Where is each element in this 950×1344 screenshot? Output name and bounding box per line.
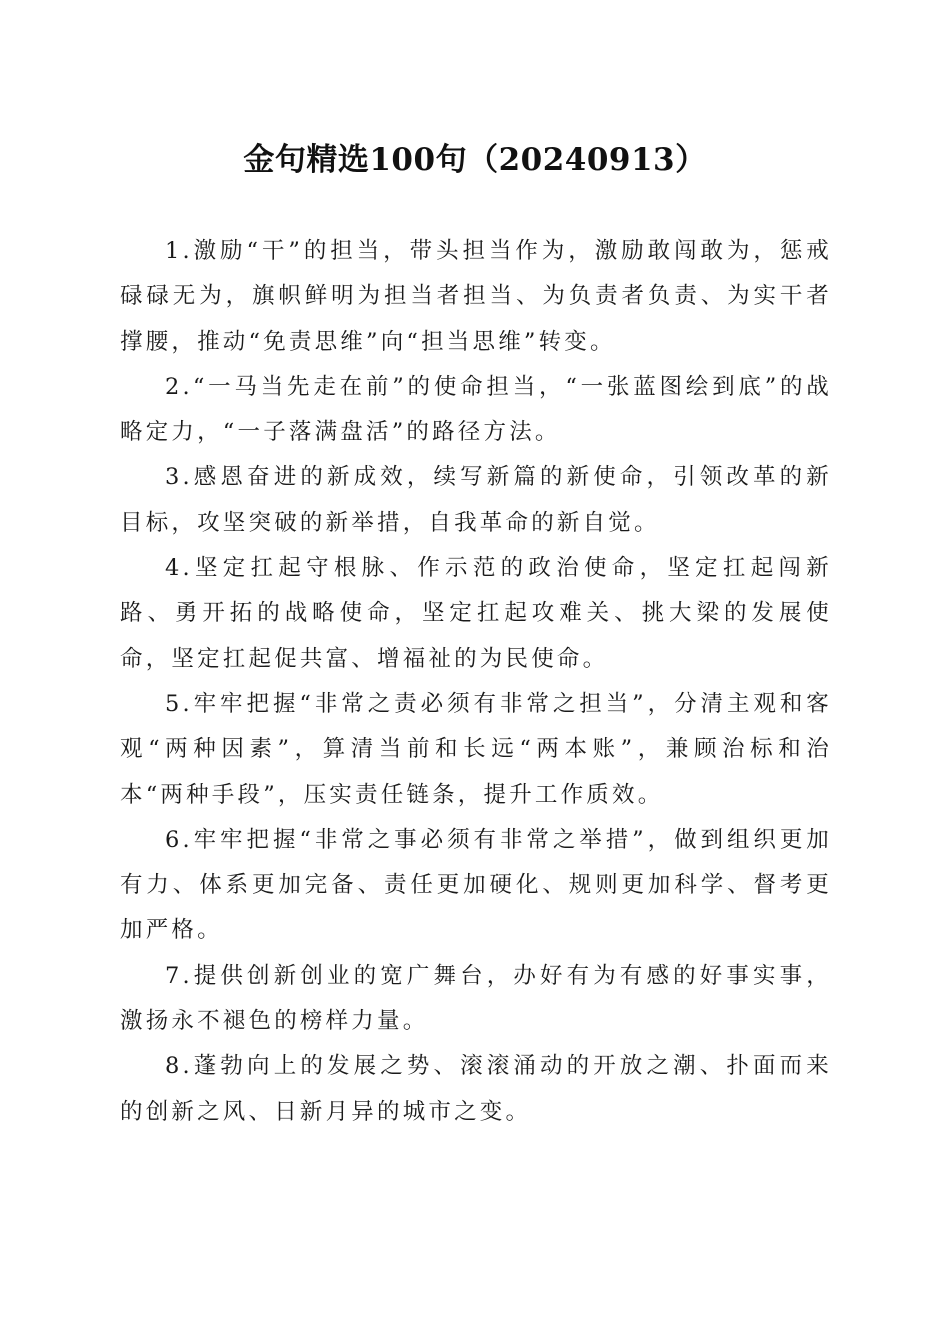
paragraph-5: 5.牢牢把握“非常之责必须有非常之担当”，分清主观和客观“两种因素”，算清当前和长远“两本账”，兼顾治标和治本“两种手段”，压实责任链条，提升工作质效。: [120, 690, 832, 808]
paragraph-6: 6.牢牢把握“非常之事必须有非常之举措”，做到组织更加有力、体系更加完备、责任更加硬化、规则更加科学、督考更加严格。: [120, 826, 832, 944]
paragraph-1: 1.激励“干”的担当，带头担当作为，激励敢闯敢为，惩戒碌碌无为，旗帜鲜明为担当者担当、为负责者负责、为实干者撑腰，推动“免责思维”向“担当思维”转变。: [120, 238, 832, 355]
paragraph-8: 8.蓬勃向上的发展之势、滚滚涌动的开放之潮、扑面而来的创新之风、日新月异的城市之变。: [120, 1053, 832, 1125]
paragraph-4: 4.坚定扛起守根脉、作示范的政治使命，坚定扛起闯新路、勇开拓的战略使命，坚定扛起攻难关、挑大梁的发展使命，坚定扛起促共富、增福祉的为民使命。: [120, 555, 832, 672]
paragraph-3: 3.感恩奋进的新成效，续写新篇的新使命，引领改革的新目标，攻坚突破的新举措，自我革命的新自觉。: [120, 464, 832, 536]
paragraph-2: 2.“一马当先走在前”的使命担当，“一张蓝图绘到底”的战略定力，“一子落满盘活”的路径方法。: [120, 373, 832, 446]
document-title: 金句精选100句（20240913）: [243, 142, 707, 178]
document-body: [120, 229, 832, 1135]
paragraph-7: 7.提供创新创业的宽广舞台，办好有为有感的好事实事，激扬永不褪色的榜样力量。: [120, 962, 832, 1035]
